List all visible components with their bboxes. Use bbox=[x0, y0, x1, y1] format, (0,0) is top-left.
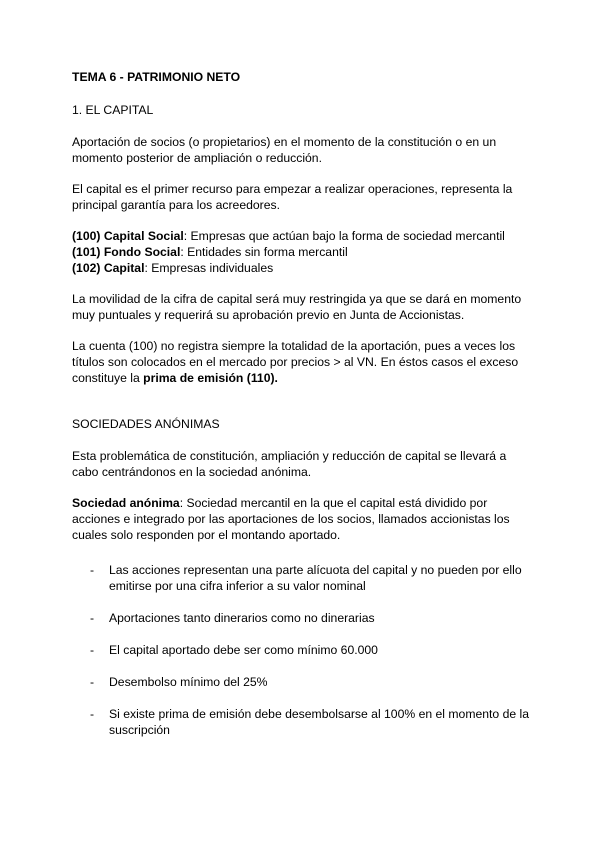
bullet-marker: - bbox=[90, 611, 95, 625]
list-item bbox=[72, 610, 532, 626]
paragraph-movilidad: La movilidad de la cifra de capital será muy restringida ya que se dará en momento muy puntuales y requerirá su aprobación previo en Junta de Accionistas. bbox=[72, 292, 522, 322]
definition-desc: : Entidades sin forma mercantil bbox=[180, 245, 348, 259]
definition-101 bbox=[72, 244, 532, 260]
definition-102 bbox=[72, 260, 532, 276]
paragraph-aportacion: Aportación de socios (o propietarios) en el momento de la constitución o en un momento posterior de ampliación o reducción. bbox=[72, 135, 497, 165]
bullet-marker: - bbox=[90, 707, 95, 721]
document-title: TEMA 6 - PATRIMONIO NETO bbox=[72, 70, 241, 84]
paragraph-problematica: Esta problemática de constitución, ampliación y reducción de capital se llevará a cabo centrándonos en la sociedad anónima. bbox=[72, 449, 507, 479]
list-item-text: Aportaciones tanto dinerarios como no dinerarias bbox=[109, 611, 375, 625]
paragraph-sociedad-anonima bbox=[72, 495, 532, 543]
section-heading-capital: 1. EL CAPITAL bbox=[72, 103, 154, 117]
list-item-text: El capital aportado debe ser como mínimo 60.000 bbox=[109, 643, 378, 657]
document-page bbox=[72, 69, 532, 754]
definition-100 bbox=[72, 228, 532, 244]
definition-desc: : Empresas que actúan bajo la forma de sociedad mercantil bbox=[183, 229, 505, 243]
definition-term: (102) Capital bbox=[72, 261, 145, 275]
paragraph-bold-term: prima de emisión (110). bbox=[143, 371, 278, 385]
paragraph-cuenta-100 bbox=[72, 338, 532, 386]
account-definitions bbox=[72, 228, 532, 276]
definition-term: (100) Capital Social bbox=[72, 229, 184, 243]
paragraph-bold-term: Sociedad anónima bbox=[72, 496, 180, 510]
bullet-marker: - bbox=[90, 563, 95, 577]
bullet-marker: - bbox=[90, 675, 95, 689]
bullet-marker: - bbox=[90, 643, 95, 657]
list-item bbox=[72, 674, 532, 690]
bullet-list bbox=[72, 562, 532, 738]
paragraph-capital-recurso: El capital es el primer recurso para empezar a realizar operaciones, representa la principal garantía para los acreedores. bbox=[72, 182, 513, 212]
list-item bbox=[72, 642, 532, 658]
paragraph-text: : Sociedad mercantil en la que el capital está dividido por acciones e integrado por las aportaciones de los socios, llamados accionistas los cuales solo responden por el montando aportado. bbox=[72, 496, 510, 542]
list-item-text: Si existe prima de emisión debe desembolsarse al 100% en el momento de la suscripción bbox=[109, 707, 530, 737]
definition-desc: : Empresas individuales bbox=[144, 261, 274, 275]
section-heading-sociedades: SOCIEDADES ANÓNIMAS bbox=[72, 417, 220, 431]
list-item-text: Desembolso mínimo del 25% bbox=[109, 675, 268, 689]
definition-term: (101) Fondo Social bbox=[72, 245, 181, 259]
list-item bbox=[72, 706, 532, 738]
list-item-text: Las acciones representan una parte alícuota del capital y no pueden por ello emitirse por una cifra inferior a su valor nominal bbox=[109, 563, 522, 593]
list-item bbox=[72, 562, 532, 594]
paragraph-text: La cuenta (100) no registra siempre la totalidad de la aportación, pues a veces los títulos son colocados en el mercado por precios > al VN. En éstos casos el exceso constituye la bbox=[72, 339, 519, 385]
